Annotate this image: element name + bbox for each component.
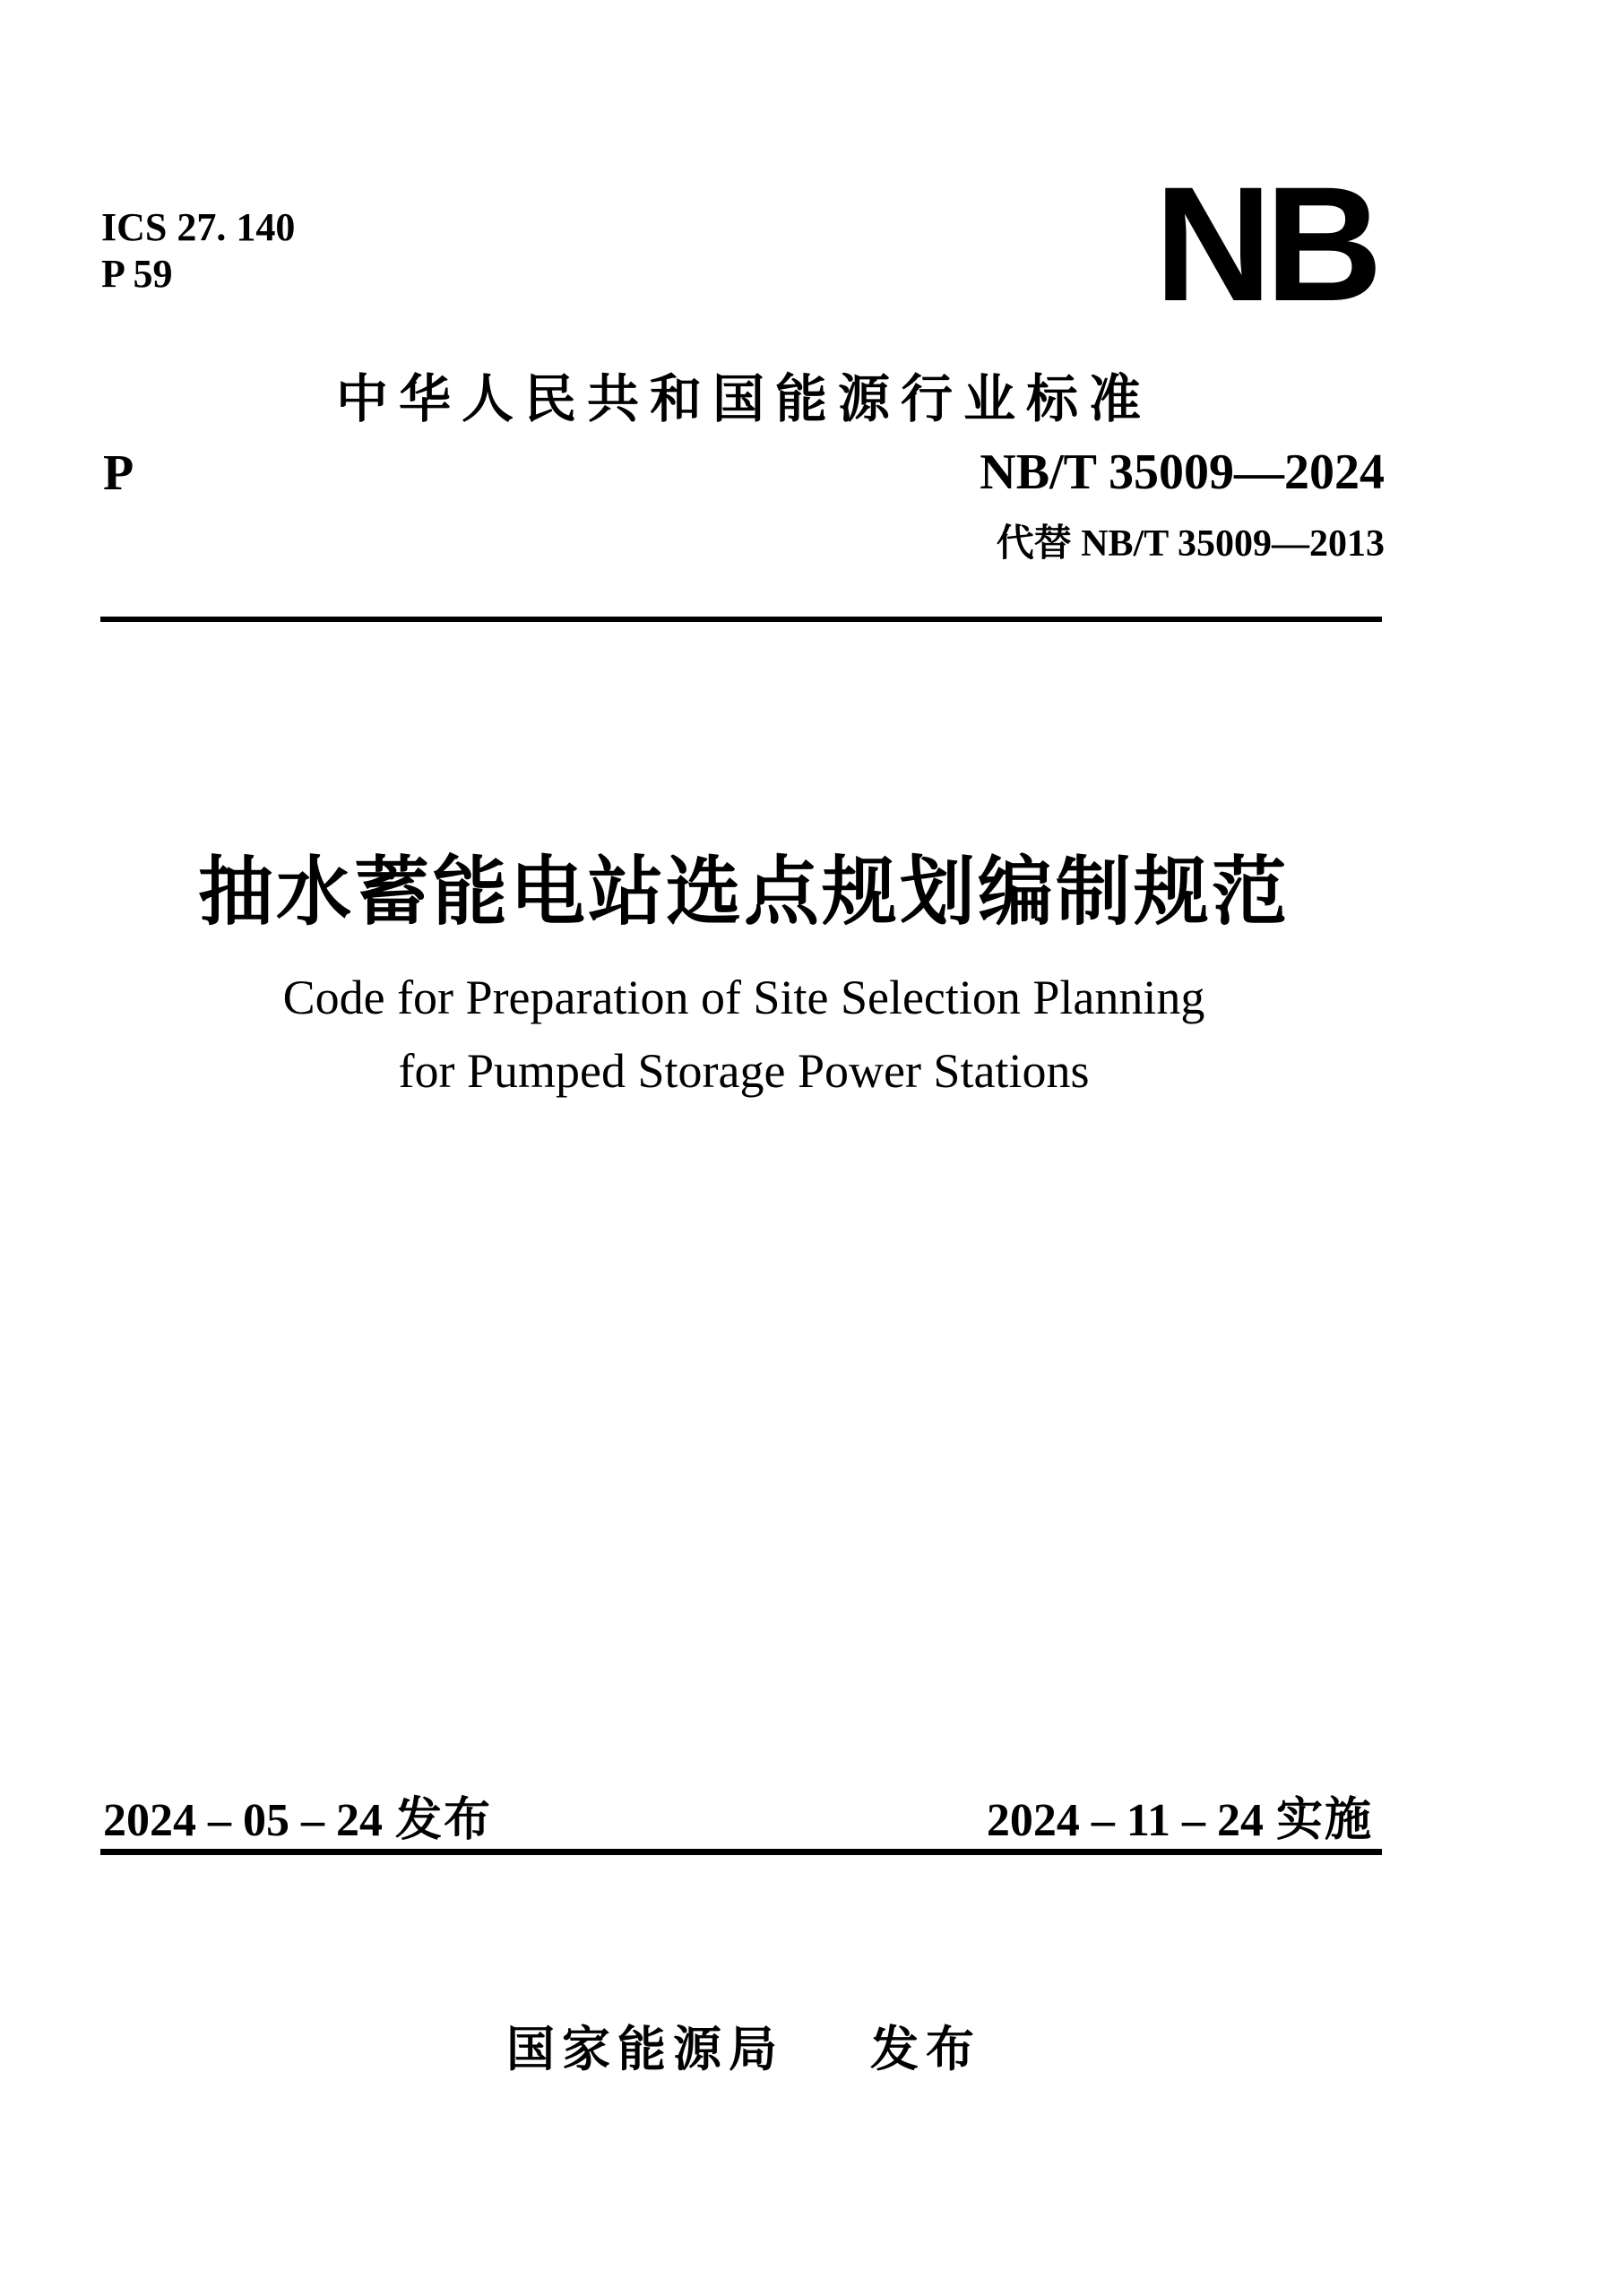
implementation-date: 2024 – 11 – 24 bbox=[986, 1795, 1264, 1846]
title-english bbox=[103, 961, 1385, 1108]
doc-classification: P 59 bbox=[101, 252, 173, 296]
issue-label: 发布 bbox=[395, 1794, 493, 1846]
issue-date: 2024 – 05 – 24 bbox=[103, 1795, 383, 1846]
ics-classification-block bbox=[101, 204, 295, 298]
publisher-row bbox=[103, 2011, 1385, 2080]
implementation-label: 实施 bbox=[1275, 1794, 1373, 1846]
implementation-date-group bbox=[987, 1782, 1373, 1849]
title-english-line1: Code for Preparation of Site Selection Planning bbox=[282, 971, 1205, 1024]
title-english-line2: for Pumped Storage Power Stations bbox=[398, 1044, 1090, 1098]
ics-code: ICS 27. 140 bbox=[101, 205, 296, 249]
publisher-action: 发布 bbox=[870, 2023, 981, 2076]
standard-code: NB/T 35009—2024 bbox=[980, 445, 1385, 500]
supersedes-note: 代替 NB/T 35009—2013 bbox=[996, 523, 1385, 565]
top-divider-rule bbox=[100, 617, 1382, 622]
bottom-divider-rule bbox=[100, 1849, 1382, 1855]
publisher-name: 国家能源局 bbox=[506, 2023, 784, 2076]
issue-date-group bbox=[103, 1782, 492, 1849]
dates-row bbox=[103, 1782, 1373, 1849]
nb-logo: NB bbox=[1154, 152, 1376, 335]
standard-category-title: 中华人民共和国能源行业标准 bbox=[335, 370, 1152, 428]
title-chinese: 抽水蓄能电站选点规划编制规范 bbox=[197, 851, 1290, 935]
class-letter: P bbox=[103, 445, 134, 501]
